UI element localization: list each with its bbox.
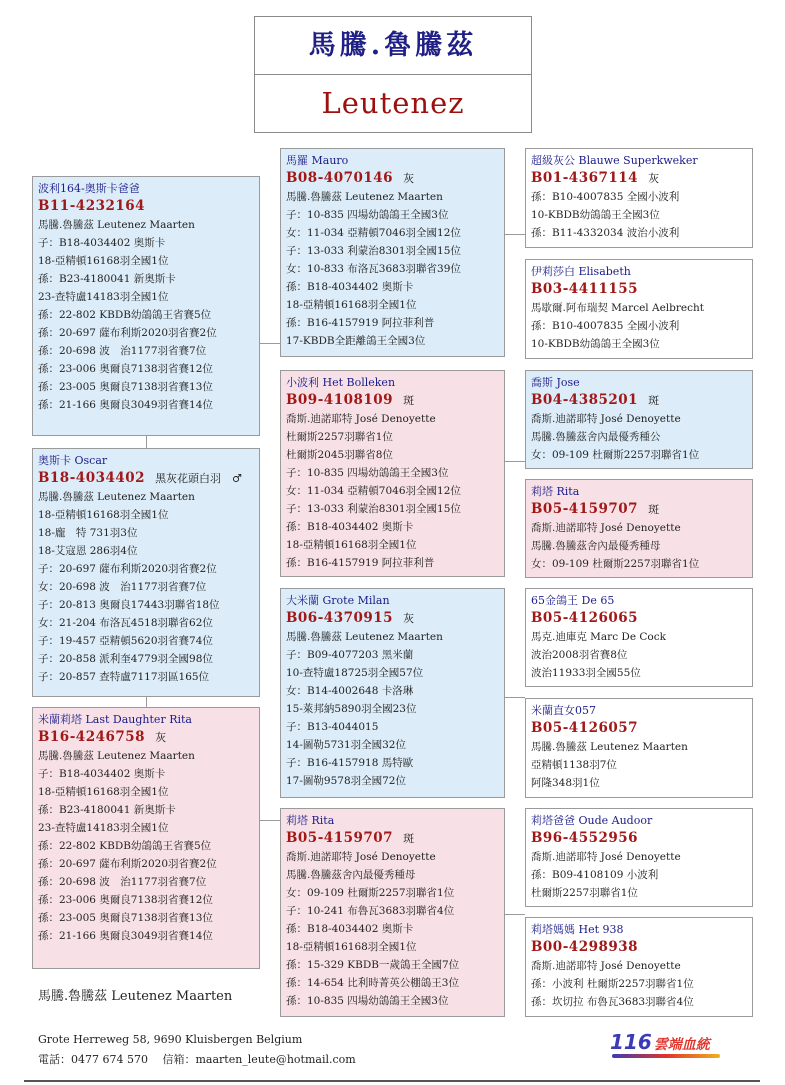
connector-line xyxy=(505,697,525,698)
info-line: 18-亞精頓16168羽全國1位 xyxy=(38,255,169,267)
card-het-bolleken xyxy=(280,370,505,577)
info-line: 子：B16-4157918 馬特歐 xyxy=(286,757,414,769)
info-line: 馬騰.魯騰茲舍內最優秀種公 xyxy=(531,431,661,443)
ring-number xyxy=(531,280,747,299)
info-line: 孫：23-005 奥爾良7138羽省賽13位 xyxy=(38,381,213,393)
color-note: 灰 xyxy=(403,612,415,625)
connector-line xyxy=(146,697,147,707)
title-english: Leutenez xyxy=(321,86,465,120)
info-line: 孫：20-698 波 治1177羽省賽7位 xyxy=(38,345,207,357)
ring-number xyxy=(531,719,747,738)
pigeon-name: 莉塔 Rita xyxy=(286,814,335,827)
ring-text: B05-4159707 xyxy=(531,501,639,517)
info-line: 杜爾斯2257羽聯省1位 xyxy=(286,431,393,443)
card-rita-dam xyxy=(525,479,753,578)
info-line: 馬騰.魯騰茲 Leutenez Maarten xyxy=(286,191,443,203)
info-line: 孫：B18-4034402 奥斯卡 xyxy=(286,281,414,293)
ring-text: B05-4159707 xyxy=(286,830,394,846)
color-note: 灰 xyxy=(403,172,415,185)
owner-name: 馬騰.魯騰茲 Leutenez Maarten xyxy=(38,989,233,1004)
info-line: 子：20-697 薩布利斯2020羽省賽2位 xyxy=(38,563,217,575)
connector-line xyxy=(505,461,525,462)
ring-number xyxy=(531,169,747,188)
ring-number xyxy=(286,609,499,628)
info-line: 杜爾斯2257羽聯省1位 xyxy=(531,887,638,899)
pigeon-name: 莉塔爸爸 Oude Audoor xyxy=(531,814,653,827)
info-line: 18-亞精頓16168羽全國1位 xyxy=(286,299,417,311)
info-line: 波治11933羽全國55位 xyxy=(531,667,641,679)
info-line: 15-萊邦納5890羽全國23位 xyxy=(286,703,417,715)
title-box xyxy=(254,16,532,133)
info-line: 子：20-858 派利奎4779羽全國98位 xyxy=(38,653,213,665)
ring-number xyxy=(531,391,747,410)
pigeon-name: 米蘭直女057 xyxy=(531,704,596,717)
info-line: 子：10-835 四場幼鴿鴿王全國3位 xyxy=(286,209,449,221)
info-line: 馬騰.魯騰茲 Leutenez Maarten xyxy=(531,741,688,753)
info-line: 17-圖勒9578羽全國72位 xyxy=(286,775,406,787)
info-line: 子：B18-4034402 奥斯卡 xyxy=(38,237,166,249)
connector-line xyxy=(146,436,147,448)
pigeon-name: 喬斯 Jose xyxy=(531,376,580,389)
ring-text: B18-4034402 xyxy=(38,470,146,486)
info-line: 女：20-698 波 治1177羽省賽7位 xyxy=(38,581,207,593)
pigeon-name: 馬羅 Mauro xyxy=(286,154,349,167)
info-line: 女：11-034 亞精頓7046羽全國12位 xyxy=(286,485,461,497)
ring-number xyxy=(38,469,254,488)
pigeon-name: 超級灰公 Blauwe Superkweker xyxy=(531,154,698,167)
info-line: 喬斯.迪諾耶特 José Denoyette xyxy=(531,413,681,425)
card-het-938 xyxy=(525,917,753,1017)
info-line: 孫：B23-4180041 新奥斯卡 xyxy=(38,804,176,816)
color-note: 斑 xyxy=(648,503,660,516)
info-line: 孫：B16-4157919 阿拉菲利普 xyxy=(286,557,435,569)
ring-number xyxy=(38,728,254,747)
info-line: 孫：20-697 薩布利斯2020羽省賽2位 xyxy=(38,858,217,870)
info-line: 17-KBDB全距離鴿王全國3位 xyxy=(286,335,426,347)
ring-number xyxy=(286,169,499,188)
info-line: 子：10-241 布魯瓦3683羽聯省4位 xyxy=(286,905,455,917)
info-line: 孫：23-006 奥爾良7138羽省賽12位 xyxy=(38,894,213,906)
card-grote-milan xyxy=(280,588,505,798)
info-line: 馬騰.魯騰茲舍內最優秀種母 xyxy=(286,869,416,881)
footer-address: Grote Herreweg 58, 9690 Kluisbergen Belgium xyxy=(38,1033,303,1046)
card-last-daughter-rita xyxy=(32,707,260,969)
logo-text: 雲端血統 xyxy=(653,1037,710,1053)
info-line: 10-KBDB幼鴿鴿王全國3位 xyxy=(531,209,660,221)
connector-line xyxy=(505,234,525,235)
pigeon-name: 大米蘭 Grote Milan xyxy=(286,594,390,607)
ring-number xyxy=(531,500,747,519)
cloud-pedigree-logo xyxy=(610,1030,710,1054)
ring-number xyxy=(286,391,499,410)
info-line: 孫：14-654 比利時菁英公棚鴿王3位 xyxy=(286,977,459,989)
info-line: 女：B14-4002648 卡洛琳 xyxy=(286,685,414,697)
info-line: 孫：B10-4007835 全國小波利 xyxy=(531,191,680,203)
info-line: 孫：B23-4180041 新奥斯卡 xyxy=(38,273,176,285)
info-line: 杜爾斯2045羽聯省8位 xyxy=(286,449,393,461)
card-milan-daughter-057 xyxy=(525,698,753,798)
card-grandsire xyxy=(32,176,260,436)
info-line: 女：09-109 杜爾斯2257羽聯省1位 xyxy=(531,449,700,461)
info-line: 馬騰.魯騰茲 Leutenez Maarten xyxy=(38,491,195,503)
info-line: 孫：B11-4332034 波治小波利 xyxy=(531,227,680,239)
card-mauro xyxy=(280,148,505,357)
info-line: 女：10-833 布洛瓦3683羽聯省39位 xyxy=(286,263,461,275)
footer-contact: 電話：0477 674 570 信箱：maarten_leute@hotmail.com xyxy=(38,1053,356,1066)
info-line: 馬歇爾.阿布瑞契 Marcel Aelbrecht xyxy=(531,302,704,314)
ring-number xyxy=(531,938,747,957)
card-de-65 xyxy=(525,588,753,687)
ring-text: B06-4370915 xyxy=(286,610,394,626)
info-line: 子：B09-4077203 黑米蘭 xyxy=(286,649,414,661)
card-oscar xyxy=(32,448,260,697)
title-chinese: 馬騰.魯騰茲 xyxy=(255,17,531,75)
info-line: 子：19-457 亞精頓5620羽省賽74位 xyxy=(38,635,213,647)
info-line: 孫：23-006 奥爾良7138羽省賽12位 xyxy=(38,363,213,375)
info-line: 喬斯.迪諾耶特 José Denoyette xyxy=(286,413,436,425)
info-line: 馬騰.魯騰茲 Leutenez Maarten xyxy=(38,750,195,762)
info-line: 18-亞精頓16168羽全國1位 xyxy=(286,941,417,953)
info-line: 馬騰.魯騰茲舍內最優秀種母 xyxy=(531,540,661,552)
info-line: 孫：B16-4157919 阿拉菲利普 xyxy=(286,317,435,329)
info-line: 孫：B18-4034402 奥斯卡 xyxy=(286,521,414,533)
info-line: 子：B18-4034402 奥斯卡 xyxy=(38,768,166,780)
info-line: 子：13-033 利蒙治8301羽全國15位 xyxy=(286,503,461,515)
info-line: 孫：小波利 杜爾斯2257羽聯省1位 xyxy=(531,978,694,990)
info-line: 10-查特盧18725羽全國57位 xyxy=(286,667,424,679)
info-line: 馬騰.魯騰茲 Leutenez Maarten xyxy=(38,219,195,231)
info-line: 18-艾寇恩 286羽4位 xyxy=(38,545,138,557)
card-jose xyxy=(525,370,753,469)
info-line: 女：21-204 布洛瓦4518羽聯省62位 xyxy=(38,617,213,629)
card-blauwe-superkweker xyxy=(525,148,753,248)
pigeon-name: 莉塔 Rita xyxy=(531,485,580,498)
pigeon-name: 米蘭莉塔 Last Daughter Rita xyxy=(38,713,192,726)
info-line: 孫：21-166 奥爾良3049羽省賽14位 xyxy=(38,399,213,411)
info-line: 女：09-109 杜爾斯2257羽聯省1位 xyxy=(286,887,455,899)
info-line: 喬斯.迪諾耶特 José Denoyette xyxy=(286,851,436,863)
ring-text: B11-4232164 xyxy=(38,198,146,214)
info-line: 18-亞精頓16168羽全國1位 xyxy=(38,509,169,521)
ring-text: B08-4070146 xyxy=(286,170,394,186)
ring-text: B00-4298938 xyxy=(531,939,639,955)
info-line: 孫：20-697 薩布利斯2020羽省賽2位 xyxy=(38,327,217,339)
color-note: 斑 xyxy=(403,832,415,845)
ring-text: B01-4367114 xyxy=(531,170,639,186)
color-note: 灰 xyxy=(648,172,660,185)
ring-text: B05-4126057 xyxy=(531,720,639,736)
info-line: 女：11-034 亞精頓7046羽全國12位 xyxy=(286,227,461,239)
info-line: 14-圖勒5731羽全國32位 xyxy=(286,739,406,751)
pigeon-name: 奥斯卡 Oscar xyxy=(38,454,108,467)
ring-text: B03-4411155 xyxy=(531,281,639,297)
info-line: 孫：10-835 四場幼鴿鴿王全國3位 xyxy=(286,995,449,1007)
info-line: 孫：20-698 波 治1177羽省賽7位 xyxy=(38,876,207,888)
pigeon-name: 莉塔媽媽 Het 938 xyxy=(531,923,624,936)
info-line: 孫：B10-4007835 全國小波利 xyxy=(531,320,680,332)
info-line: 孫：15-329 KBDB一歲鴿王全國7位 xyxy=(286,959,460,971)
pigeon-name: 小波利 Het Bolleken xyxy=(286,376,396,389)
card-elisabeth xyxy=(525,259,753,359)
info-line: 子：13-033 利蒙治8301羽全國15位 xyxy=(286,245,461,257)
info-line: 10-KBDB幼鴿鴿王全國3位 xyxy=(531,338,660,350)
color-note: 黑灰花頭白羽 ♂ xyxy=(155,472,242,485)
ring-number xyxy=(286,829,499,848)
pigeon-name: 波利164-奥斯卡爸爸 xyxy=(38,182,140,195)
ring-text: B09-4108109 xyxy=(286,392,394,408)
info-line: 馬克.迪庫克 Marc De Cock xyxy=(531,631,666,643)
info-line: 23-查特盧14183羽全國1位 xyxy=(38,822,169,834)
ring-text: B05-4126065 xyxy=(531,610,639,626)
color-note: 灰 xyxy=(155,731,167,744)
connector-line xyxy=(260,343,280,344)
info-line: 子：20-813 奥爾良17443羽聯省18位 xyxy=(38,599,220,611)
info-line: 孫：22-802 KBDB幼鴿鴿王省賽5位 xyxy=(38,309,212,321)
logo-number: 116 xyxy=(610,1030,652,1054)
connector-line xyxy=(260,820,280,821)
card-oude-audoor xyxy=(525,808,753,907)
info-line: 喬斯.迪諾耶特 José Denoyette xyxy=(531,960,681,972)
info-line: 子：20-857 查特盧7117羽區165位 xyxy=(38,671,210,683)
info-line: 23-查特盧14183羽全國1位 xyxy=(38,291,169,303)
info-line: 女：09-109 杜爾斯2257羽聯省1位 xyxy=(531,558,700,570)
info-line: 18-龐 特 731羽3位 xyxy=(38,527,138,539)
info-line: 喬斯.迪諾耶特 José Denoyette xyxy=(531,851,681,863)
info-line: 18-亞精頓16168羽全國1位 xyxy=(38,786,169,798)
info-line: 喬斯.迪諾耶特 José Denoyette xyxy=(531,522,681,534)
ring-number xyxy=(38,197,254,216)
pigeon-name: 65金鴿王 De 65 xyxy=(531,594,615,607)
info-line: 子：10-835 四場幼鴿鴿王全國3位 xyxy=(286,467,449,479)
info-line: 波治2008羽省賽8位 xyxy=(531,649,628,661)
info-line: 孫：B18-4034402 奥斯卡 xyxy=(286,923,414,935)
pigeon-name: 伊莉莎白 Elisabeth xyxy=(531,265,631,278)
color-note: 斑 xyxy=(403,394,415,407)
card-rita xyxy=(280,808,505,1017)
info-line: 子：B13-4044015 xyxy=(286,721,379,733)
ring-number xyxy=(531,829,747,848)
connector-line xyxy=(505,914,525,915)
color-note: 斑 xyxy=(648,394,660,407)
info-line: 孫：B09-4108109 小波利 xyxy=(531,869,659,881)
ring-text: B16-4246758 xyxy=(38,729,146,745)
info-line: 馬騰.魯騰茲 Leutenez Maarten xyxy=(286,631,443,643)
ring-text: B04-4385201 xyxy=(531,392,639,408)
info-line: 孫：坎切拉 布魯瓦3683羽聯省4位 xyxy=(531,996,694,1008)
info-line: 孫：22-802 KBDB幼鴿鴿王省賽5位 xyxy=(38,840,212,852)
info-line: 18-亞精頓16168羽全國1位 xyxy=(286,539,417,551)
ring-number xyxy=(531,609,747,628)
info-line: 阿隆348羽1位 xyxy=(531,777,600,789)
bottom-divider xyxy=(24,1080,760,1082)
ring-text: B96-4552956 xyxy=(531,830,639,846)
info-line: 亞精頓1138羽7位 xyxy=(531,759,617,771)
info-line: 孫：21-166 奥爾良3049羽省賽14位 xyxy=(38,930,213,942)
info-line: 孫：23-005 奥爾良7138羽省賽13位 xyxy=(38,912,213,924)
logo-swoosh xyxy=(612,1054,720,1058)
